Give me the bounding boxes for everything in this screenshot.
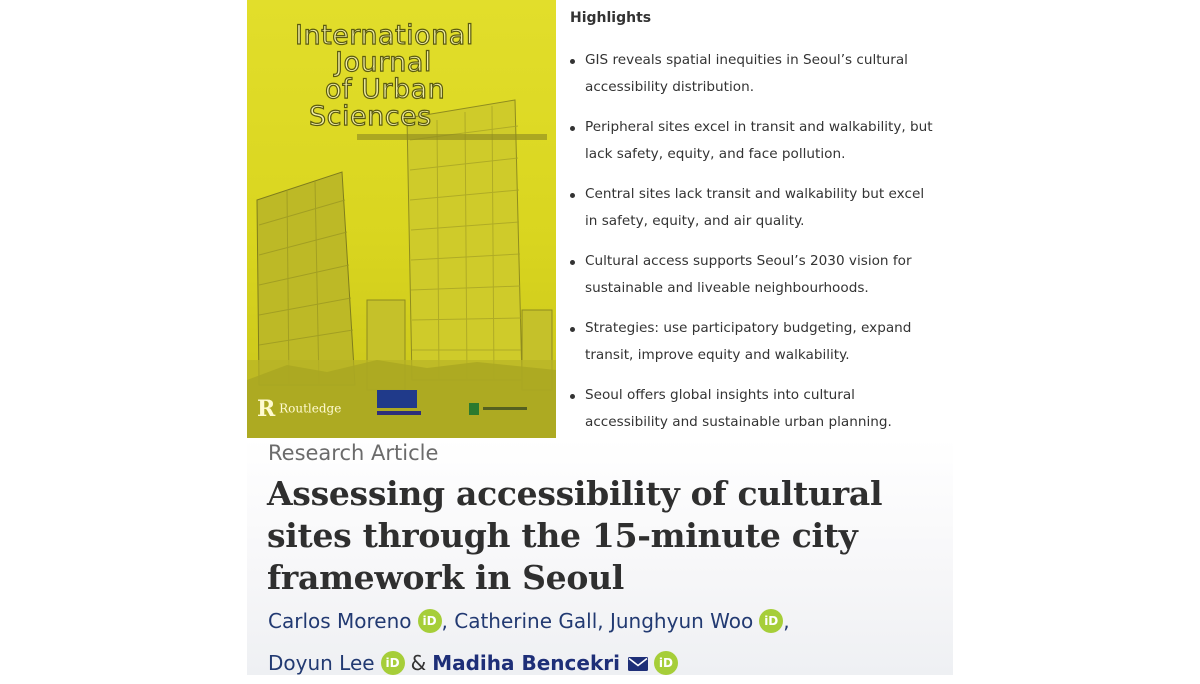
highlights-heading: Highlights [570,10,652,26]
author-separator: , [597,609,604,633]
bullet-icon [570,327,575,332]
list-item [570,181,940,235]
author-row [268,642,948,684]
university-of-seoul-logo [377,390,421,420]
author-link[interactable]: Doyun Lee [268,651,375,675]
highlights-list [570,47,940,436]
bullet-icon [570,394,575,399]
author-separator: , [783,609,790,633]
list-item [570,114,940,168]
envelope-icon[interactable] [628,657,648,671]
orcid-icon[interactable]: iD [381,651,405,675]
highlight-text: Peripheral sites excel in transit and walkability, but lack safety, equity, and face pollution. [585,119,933,162]
journal-cover-title [295,22,550,130]
article-title[interactable]: Assessing accessibility of cultural sites through the 15-minute city framework in Seoul [267,474,883,597]
list-item [570,47,940,101]
bullet-icon [570,193,575,198]
author-ampersand: & [410,651,427,675]
bullet-icon [570,260,575,265]
author-link[interactable]: Catherine Gall [454,609,598,633]
korea-planning-association-logo [469,398,535,412]
cover-title-line: of Urban [325,74,446,105]
highlight-text: Cultural access supports Seoul’s 2030 vision for sustainable and liveable neighbourhoods. [585,253,912,296]
highlight-text: Strategies: use participatory budgeting, expand transit, improve equity and walkability. [585,320,912,363]
cover-title-line: International [295,20,474,51]
author-link[interactable]: Junghyun Woo [609,609,754,633]
orcid-icon[interactable]: iD [759,609,783,633]
bullet-icon [570,126,575,131]
bullet-icon [570,59,575,64]
author-row [268,600,948,642]
highlight-text: GIS reveals spatial inequities in Seoul’s cultural accessibility distribution. [585,52,908,95]
routledge-logo [257,396,341,422]
orcid-icon[interactable]: iD [418,609,442,633]
cover-title-line: Sciences [309,101,432,132]
cover-title-line: Journal [335,47,432,78]
cover-volume-strip [357,134,547,140]
corresponding-author-link[interactable]: Madiha Bencekri [432,651,620,675]
orcid-icon[interactable]: iD [654,651,678,675]
highlight-text: Central sites lack transit and walkability but excel in safety, equity, and air quality. [585,186,925,229]
highlight-text: Seoul offers global insights into cultural accessibility and sustainable urban planning. [585,387,892,430]
author-list [268,600,948,684]
article-type: Research Article [268,441,439,465]
routledge-icon: R [257,396,276,422]
list-item [570,315,940,369]
list-item [570,382,940,436]
article-header [247,438,953,675]
highlights-section [570,10,940,449]
article-panel [247,0,953,675]
journal-cover[interactable] [247,0,556,438]
publisher-name: Routledge [279,401,342,416]
author-link[interactable]: Carlos Moreno [268,609,412,633]
author-separator: , [441,609,448,633]
list-item [570,248,940,302]
